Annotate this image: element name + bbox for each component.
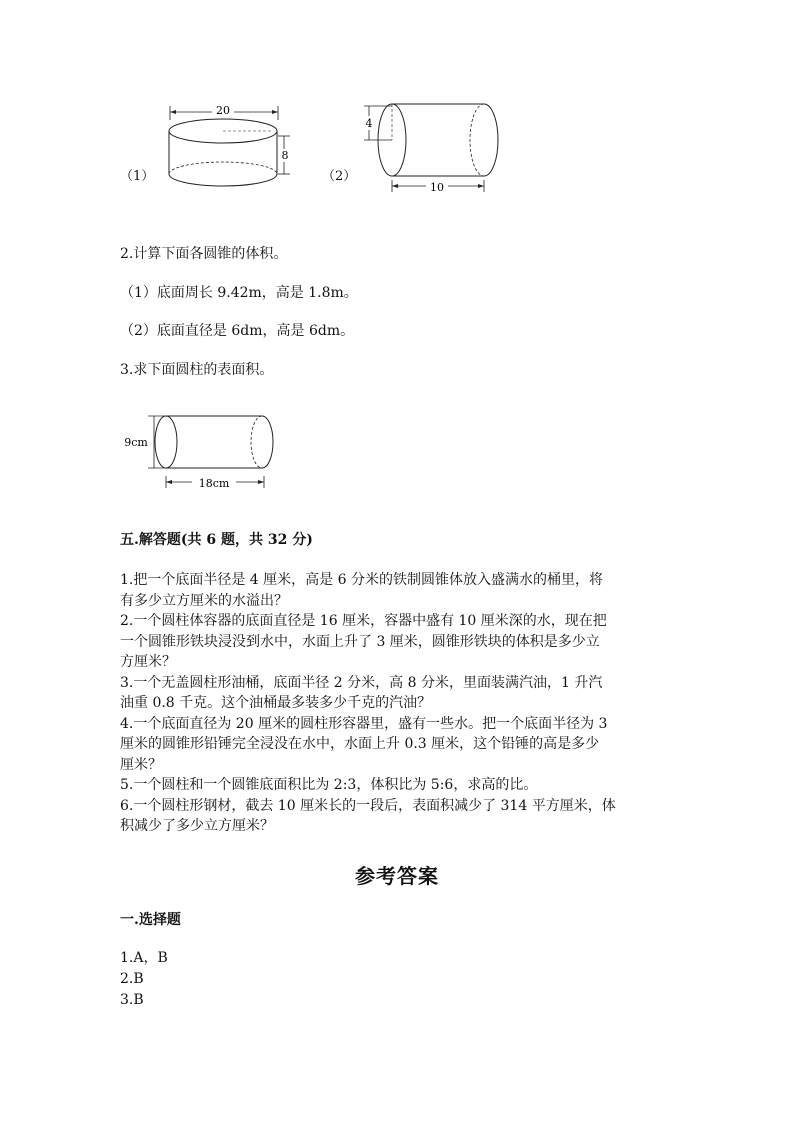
answer-line-3: 3.B bbox=[120, 992, 144, 1008]
figure-3-cylinder bbox=[118, 410, 288, 495]
fig3-side-dim: 9cm bbox=[124, 436, 148, 449]
q5-4-line1: 4.一个底面直径为 20 厘米的圆柱形容器里，盛有一些水。把一个底面半径为 3 bbox=[120, 715, 608, 732]
q5-3-line2: 油重 0.8 千克。这个油桶最多装多少千克的汽油？ bbox=[120, 695, 432, 711]
fig3-bottom-dim: 18cm bbox=[198, 477, 230, 490]
answer-line-2: 2.B bbox=[120, 971, 144, 987]
q5-2-line2: 一个圆锥形铁块浸没到水中，水面上升了 3 厘米，圆锥形铁块的体积是多少立 bbox=[120, 633, 600, 650]
q2-heading: 2.计算下面各圆锥的体积。 bbox=[120, 246, 288, 262]
fig1-side-dim: 8 bbox=[281, 149, 289, 162]
q5-4-line3: 厘米？ bbox=[120, 756, 162, 773]
q5-3-line1: 3.一个无盖圆柱形油桶，底面半径 2 分米，高 8 分米，里面装满汽油，1 升汽 bbox=[120, 674, 603, 691]
figure-1-label: （1） bbox=[120, 169, 155, 184]
section5-heading: 五.解答题(共 6 题，共 32 分) bbox=[120, 532, 313, 548]
section5-questions bbox=[120, 570, 680, 837]
q2-part2: （2）底面直径是 6dm，高是 6dm。 bbox=[120, 323, 355, 339]
q3-heading: 3.求下面圆柱的表面积。 bbox=[120, 362, 274, 378]
figure-2-label: （2） bbox=[322, 169, 357, 184]
answer-line-1: 1.A，B bbox=[120, 950, 168, 966]
fig2-side-dim: 4 bbox=[365, 117, 373, 130]
q5-1-line2: 有多少立方厘米的水溢出？ bbox=[120, 592, 288, 609]
q5-2-line3: 方厘米？ bbox=[120, 654, 176, 670]
q2-part1: （1）底面周长 9.42m，高是 1.8m。 bbox=[120, 285, 358, 301]
answers-section1-heading: 一.选择题 bbox=[120, 912, 181, 928]
q5-5-line1: 5.一个圆柱和一个圆锥底面积比为 2:3，体积比为 5:6，求高的比。 bbox=[120, 777, 538, 793]
q5-6-line2: 积减少了多少立方厘米？ bbox=[120, 818, 274, 834]
fig1-top-dim: 20 bbox=[216, 104, 230, 117]
figure-2-cylinder bbox=[360, 100, 505, 198]
q5-2-line1: 2.一个圆柱体容器的底面直径是 16 厘米，容器中盛有 10 厘米深的水，现在把 bbox=[120, 613, 607, 629]
figure-1-cylinder bbox=[160, 98, 300, 193]
q5-6-line1: 6.一个圆柱形钢材，截去 10 厘米长的一段后，表面积减少了 314 平方厘米，体 bbox=[120, 797, 616, 814]
q5-4-line2: 厘米的圆锥形铅锤完全浸没在水中，水面上升 0.3 厘米，这个铅锤的高是多少 bbox=[120, 736, 600, 752]
answers-title: 参考答案 bbox=[355, 864, 439, 888]
fig2-bottom-dim: 10 bbox=[430, 181, 444, 194]
q5-1-line1: 1.把一个底面半径是 4 厘米，高是 6 分米的铁制圆锥体放入盛满水的桶里，将 bbox=[120, 572, 603, 588]
